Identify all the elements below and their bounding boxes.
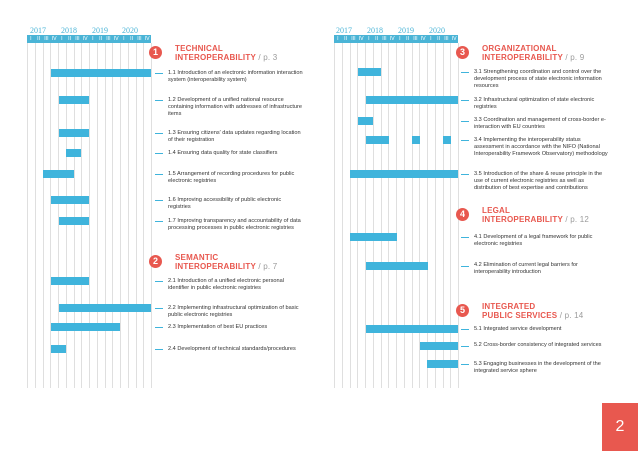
gantt-bar [412,136,420,144]
task-label: 3.5 Introduction of the share & reuse principle in the use of current electronic registries as well as distribution of best expertise and contributions [474,171,603,192]
task-label: 2.2 Implementing infrastructural optimization of basic public electronic registries [168,305,299,319]
connector-tick [461,140,469,141]
task-label: 5.2 Cross-border consistency of integrated services [474,342,602,348]
connector-tick [461,346,469,347]
grid-line [342,43,343,388]
task-label: 5.3 Engaging businesses in the development of the integrated service sphere [474,361,601,375]
year-label: 2018 [61,26,77,35]
quarter-label: II [130,36,134,42]
section-number-badge: 4 [456,208,469,221]
grid-line [412,43,413,388]
task-label: 4.2 Elimination of current legal barriers for interoperability introduction [474,262,578,276]
quarter-label: III [44,36,49,42]
page-reference: / p. 14 [557,311,584,320]
quarter-label: II [406,36,410,42]
quarter-label: IV [420,36,426,42]
page-reference: / p. 9 [562,53,585,62]
gantt-bar [366,136,389,144]
section-number-badge: 1 [149,46,162,59]
year-label: 2019 [398,26,414,35]
section-title: PUBLIC SERVICES [482,311,558,320]
quarter-label: I [123,36,125,42]
quarter-label: I [92,36,94,42]
quarter-label: III [137,36,142,42]
section-heading [482,206,589,224]
grid-line [373,43,374,388]
gantt-bar [366,96,458,104]
gantt-bar [350,233,397,241]
quarter-label: III [413,36,418,42]
task-label: 4.1 Development of a legal framework for public electronic registries [474,234,593,248]
year-label: 2017 [30,26,46,35]
grid-line [450,43,451,388]
section-title: SEMANTIC [175,253,219,262]
section-heading [482,302,583,320]
year-label: 2020 [429,26,445,35]
grid-line [435,43,436,388]
grid-line [357,43,358,388]
grid-line [334,43,335,388]
page-reference: / p. 7 [255,262,278,271]
task-label: 1.7 Improving transparency and accountability of data processing processes in public electronic registries [168,218,301,232]
quarter-label: III [382,36,387,42]
task-label: 2.3 Implementation of best EU practices [168,324,268,330]
quarter-label: I [368,36,370,42]
task-label: 3.3 Coordination and management of cross-border e-interaction with EU countries [474,117,606,131]
grid-line [419,43,420,388]
gantt-bar [358,68,381,76]
connector-tick [461,237,469,238]
quarter-label: II [375,36,379,42]
quarter-label: II [68,36,72,42]
quarter-label: I [30,36,32,42]
section-title: INTEROPERABILITY [175,53,256,62]
gantt-bar [350,170,458,178]
year-label: 2018 [367,26,383,35]
section-number-badge: 3 [456,46,469,59]
quarter-label: IV [389,36,395,42]
grid-line [396,43,397,388]
quarter-label: I [337,36,339,42]
gantt-bar [366,262,428,270]
gantt-bar [427,360,458,368]
quarter-label: I [430,36,432,42]
grid-line [404,43,405,388]
connector-tick [461,174,469,175]
task-label: 3.1 Strengthening coordination and control over the development process of state electronic information resources [474,69,602,90]
quarter-label: I [61,36,63,42]
quarter-label: II [99,36,103,42]
quarter-header [334,35,458,43]
section-title: INTEROPERABILITY [482,215,563,224]
connector-tick [461,72,469,73]
year-label: 2020 [122,26,138,35]
section-heading [482,44,584,62]
quarter-label: IV [358,36,364,42]
grid-line [427,43,428,388]
task-label: 1.5 Arrangement of recording procedures for public electronic registries [168,171,295,185]
task-label: 1.6 Improving accessibility of public electronic registries [168,197,282,211]
quarter-label: III [351,36,356,42]
quarter-label: III [106,36,111,42]
quarter-label: II [344,36,348,42]
section-number-badge: 2 [149,255,162,268]
task-label: 3.4 Implementing the interoperability status assessment in accordance with the NIFO (National Interoperability Framework Observatory) methodology [474,137,608,158]
section-title: TECHNICAL [175,44,224,53]
quarter-label: IV [113,36,119,42]
task-label: 1.3 Ensuring citizens' data updates regarding location of their registration [168,130,301,144]
connector-tick [461,100,469,101]
quarter-label: IV [144,36,150,42]
quarter-label: IV [82,36,88,42]
quarter-label: I [399,36,401,42]
section-title: LEGAL [482,206,511,215]
task-label: 1.4 Ensuring data quality for state classifiers [168,150,278,156]
quarter-label: IV [451,36,457,42]
section-title: INTEROPERABILITY [175,262,256,271]
quarter-label: II [37,36,41,42]
year-label: 2017 [336,26,352,35]
gantt-bar [420,342,458,350]
page-reference: / p. 12 [562,215,590,224]
task-label: 2.4 Development of technical standards/procedures [168,346,296,352]
quarter-label: III [444,36,449,42]
connector-tick [461,364,469,365]
gantt-bar [366,325,458,333]
grid-line [350,43,351,388]
task-label: 2.1 Introduction of a unified electronic personal identifier in public electronic registries [168,278,284,292]
connector-tick [461,266,469,267]
section-title: INTEROPERABILITY [482,53,563,62]
grid-line [381,43,382,388]
quarter-label: II [437,36,441,42]
page-number: 2 [602,403,638,451]
gantt-bar [443,136,451,144]
grid-line [443,43,444,388]
task-label: 3.2 Infrastructural optimization of state electronic registries [474,97,595,111]
year-label: 2019 [92,26,108,35]
section-title: INTEGRATED [482,302,536,311]
quarter-label: III [75,36,80,42]
page-reference: / p. 3 [255,53,278,62]
section-title: ORGANIZATIONAL [482,44,557,53]
connector-tick [461,329,469,330]
task-label: 1.2 Development of a unified national resource containing information with addresses of infrastructure items [168,97,303,118]
grid-line [388,43,389,388]
connector-tick [461,121,469,122]
gantt-bar [358,117,373,125]
grid-line [365,43,366,388]
task-label: 1.1 Introduction of an electronic information interaction system (interoperability system) [168,70,303,84]
section-number-badge: 5 [456,304,469,317]
quarter-label: IV [51,36,57,42]
task-label: 5.1 Integrated service development [474,326,562,332]
